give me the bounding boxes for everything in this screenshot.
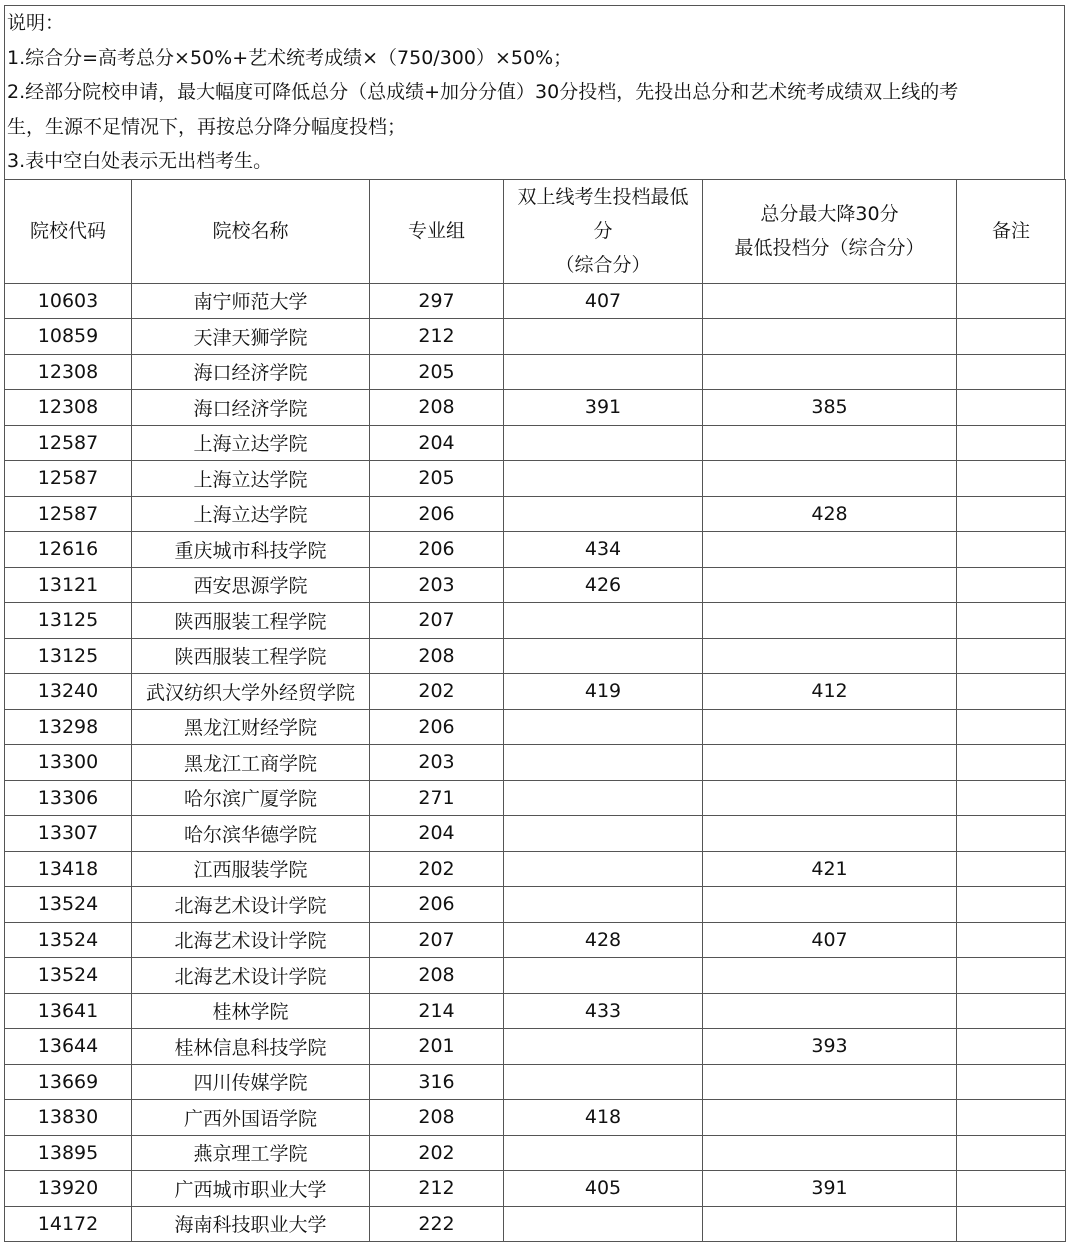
cell-remark	[957, 709, 1066, 745]
cell-name: 桂林信息科技学院	[132, 1029, 370, 1065]
cell-code: 13306	[5, 780, 132, 816]
cell-dual-score	[504, 1206, 703, 1242]
cell-name: 上海立达学院	[132, 461, 370, 497]
table-row	[5, 993, 1066, 1029]
score-table	[4, 179, 1066, 1243]
table-row	[5, 496, 1066, 532]
cell-code: 12587	[5, 496, 132, 532]
cell-dual-score	[504, 1029, 703, 1065]
cell-drop-score	[703, 709, 957, 745]
cell-drop-score: 385	[703, 390, 957, 426]
cell-group: 208	[370, 390, 504, 426]
cell-drop-score	[703, 780, 957, 816]
cell-code: 10603	[5, 283, 132, 319]
cell-name: 哈尔滨广厦学院	[132, 780, 370, 816]
table-row	[5, 1100, 1066, 1136]
note-line-2a: 2.经部分院校申请，最大幅度可降低总分（总成绩+加分分值）30分投档，先投出总分和艺术统考成绩双上线的考	[7, 81, 959, 103]
cell-code: 13298	[5, 709, 132, 745]
cell-dual-score	[504, 603, 703, 639]
notes-section	[4, 5, 1065, 179]
table-body	[5, 283, 1066, 1242]
table-row	[5, 887, 1066, 923]
cell-name: 广西外国语学院	[132, 1100, 370, 1136]
cell-remark	[957, 603, 1066, 639]
cell-dual-score	[504, 887, 703, 923]
table-row	[5, 674, 1066, 710]
cell-dual-score: 428	[504, 922, 703, 958]
header-dual-line1: 双上线考生投档最低	[517, 186, 689, 208]
notes-title: 说明：	[7, 12, 65, 34]
table-row	[5, 780, 1066, 816]
cell-drop-score	[703, 1100, 957, 1136]
table-row	[5, 390, 1066, 426]
table-row	[5, 816, 1066, 852]
cell-name: 西安思源学院	[132, 567, 370, 603]
cell-group: 208	[370, 958, 504, 994]
cell-name: 武汉纺织大学外经贸学院	[132, 674, 370, 710]
cell-remark	[957, 851, 1066, 887]
cell-remark	[957, 283, 1066, 319]
cell-dual-score: 434	[504, 532, 703, 568]
header-dual-line2: 分	[593, 220, 613, 242]
cell-name: 燕京理工学院	[132, 1135, 370, 1171]
cell-remark	[957, 1064, 1066, 1100]
cell-name: 黑龙江工商学院	[132, 745, 370, 781]
cell-dual-score	[504, 461, 703, 497]
cell-name: 广西城市职业大学	[132, 1171, 370, 1207]
cell-code: 14172	[5, 1206, 132, 1242]
cell-drop-score: 407	[703, 922, 957, 958]
cell-group: 203	[370, 745, 504, 781]
header-dual-line3: （综合分）	[555, 254, 651, 276]
table-row	[5, 709, 1066, 745]
cell-group: 202	[370, 1135, 504, 1171]
cell-group: 204	[370, 816, 504, 852]
table-row	[5, 1135, 1066, 1171]
cell-dual-score: 391	[504, 390, 703, 426]
cell-remark	[957, 1029, 1066, 1065]
cell-name: 海口经济学院	[132, 354, 370, 390]
cell-remark	[957, 922, 1066, 958]
cell-dual-score	[504, 425, 703, 461]
note-line-1: 1.综合分=高考总分×50%+艺术统考成绩×（750/300）×50%；	[7, 46, 573, 69]
cell-group: 214	[370, 993, 504, 1029]
table-row	[5, 638, 1066, 674]
cell-group: 206	[370, 496, 504, 532]
cell-remark	[957, 425, 1066, 461]
cell-dual-score: 426	[504, 567, 703, 603]
header-name: 院校名称	[132, 179, 370, 283]
cell-group: 212	[370, 319, 504, 355]
cell-drop-score	[703, 461, 957, 497]
cell-group: 271	[370, 780, 504, 816]
table-row	[5, 1064, 1066, 1100]
table-row	[5, 745, 1066, 781]
cell-code: 13240	[5, 674, 132, 710]
cell-name: 北海艺术设计学院	[132, 922, 370, 958]
header-drop-line2: 最低投档分（综合分）	[734, 237, 925, 259]
cell-code: 13125	[5, 638, 132, 674]
cell-drop-score	[703, 1135, 957, 1171]
cell-remark	[957, 354, 1066, 390]
cell-drop-score	[703, 993, 957, 1029]
cell-drop-score	[703, 1064, 957, 1100]
cell-dual-score	[504, 816, 703, 852]
table-header-row	[5, 179, 1066, 283]
table-row	[5, 851, 1066, 887]
cell-code: 13300	[5, 745, 132, 781]
table-row	[5, 1206, 1066, 1242]
cell-code: 12308	[5, 390, 132, 426]
cell-remark	[957, 958, 1066, 994]
cell-dual-score	[504, 851, 703, 887]
cell-code: 13669	[5, 1064, 132, 1100]
cell-remark	[957, 319, 1066, 355]
cell-code: 13895	[5, 1135, 132, 1171]
cell-remark	[957, 390, 1066, 426]
cell-group: 207	[370, 603, 504, 639]
cell-dual-score	[504, 354, 703, 390]
cell-drop-score	[703, 283, 957, 319]
cell-name: 哈尔滨华德学院	[132, 816, 370, 852]
cell-name: 海口经济学院	[132, 390, 370, 426]
table-row	[5, 319, 1066, 355]
cell-drop-score	[703, 958, 957, 994]
cell-remark	[957, 887, 1066, 923]
cell-name: 南宁师范大学	[132, 283, 370, 319]
cell-code: 13641	[5, 993, 132, 1029]
cell-remark	[957, 816, 1066, 852]
cell-drop-score	[703, 638, 957, 674]
cell-remark	[957, 638, 1066, 674]
note-line-3: 3.表中空白处表示无出档考生。	[7, 150, 273, 172]
cell-drop-score	[703, 319, 957, 355]
cell-group: 207	[370, 922, 504, 958]
cell-drop-score: 412	[703, 674, 957, 710]
cell-group: 206	[370, 887, 504, 923]
cell-code: 12587	[5, 461, 132, 497]
cell-name: 四川传媒学院	[132, 1064, 370, 1100]
cell-group: 203	[370, 567, 504, 603]
cell-code: 13920	[5, 1171, 132, 1207]
cell-drop-score	[703, 887, 957, 923]
header-dual	[504, 179, 703, 283]
cell-dual-score	[504, 496, 703, 532]
cell-name: 黑龙江财经学院	[132, 709, 370, 745]
cell-drop-score: 393	[703, 1029, 957, 1065]
cell-name: 天津天狮学院	[132, 319, 370, 355]
cell-name: 上海立达学院	[132, 496, 370, 532]
table-row	[5, 425, 1066, 461]
header-remark: 备注	[957, 179, 1066, 283]
table-row	[5, 1171, 1066, 1207]
header-group: 专业组	[370, 179, 504, 283]
cell-remark	[957, 496, 1066, 532]
cell-code: 12587	[5, 425, 132, 461]
cell-drop-score	[703, 425, 957, 461]
cell-dual-score	[504, 958, 703, 994]
cell-code: 13524	[5, 958, 132, 994]
cell-remark	[957, 1206, 1066, 1242]
cell-remark	[957, 1100, 1066, 1136]
table-row	[5, 1029, 1066, 1065]
cell-group: 205	[370, 461, 504, 497]
cell-code: 10859	[5, 319, 132, 355]
cell-name: 陕西服装工程学院	[132, 603, 370, 639]
cell-remark	[957, 532, 1066, 568]
table-row	[5, 958, 1066, 994]
cell-dual-score	[504, 709, 703, 745]
cell-dual-score: 433	[504, 993, 703, 1029]
cell-group: 316	[370, 1064, 504, 1100]
cell-group: 222	[370, 1206, 504, 1242]
table-row	[5, 567, 1066, 603]
cell-code: 13524	[5, 922, 132, 958]
cell-name: 重庆城市科技学院	[132, 532, 370, 568]
cell-name: 上海立达学院	[132, 425, 370, 461]
cell-remark	[957, 745, 1066, 781]
table-row	[5, 532, 1066, 568]
cell-group: 205	[370, 354, 504, 390]
cell-dual-score: 419	[504, 674, 703, 710]
table-row	[5, 922, 1066, 958]
cell-name: 桂林学院	[132, 993, 370, 1029]
cell-drop-score	[703, 745, 957, 781]
cell-drop-score	[703, 1206, 957, 1242]
table-row	[5, 461, 1066, 497]
cell-group: 208	[370, 1100, 504, 1136]
cell-group: 202	[370, 851, 504, 887]
cell-code: 13830	[5, 1100, 132, 1136]
header-drop	[703, 179, 957, 283]
cell-group: 202	[370, 674, 504, 710]
cell-name: 海南科技职业大学	[132, 1206, 370, 1242]
cell-drop-score: 421	[703, 851, 957, 887]
cell-group: 206	[370, 532, 504, 568]
cell-dual-score: 418	[504, 1100, 703, 1136]
table-row	[5, 354, 1066, 390]
cell-drop-score	[703, 603, 957, 639]
cell-remark	[957, 1135, 1066, 1171]
table-row	[5, 283, 1066, 319]
cell-code: 13125	[5, 603, 132, 639]
cell-dual-score	[504, 1135, 703, 1171]
cell-group: 204	[370, 425, 504, 461]
table-row	[5, 603, 1066, 639]
cell-dual-score: 405	[504, 1171, 703, 1207]
cell-drop-score	[703, 532, 957, 568]
cell-remark	[957, 1171, 1066, 1207]
cell-name: 江西服装学院	[132, 851, 370, 887]
cell-drop-score	[703, 567, 957, 603]
cell-drop-score	[703, 354, 957, 390]
cell-dual-score	[504, 780, 703, 816]
header-drop-line1: 总分最大降30分	[760, 203, 899, 225]
note-line-2b: 生，生源不足情况下，再按总分降分幅度投档；	[7, 115, 407, 138]
header-code: 院校代码	[5, 179, 132, 283]
cell-name: 陕西服装工程学院	[132, 638, 370, 674]
cell-dual-score	[504, 745, 703, 781]
cell-code: 12308	[5, 354, 132, 390]
cell-remark	[957, 674, 1066, 710]
cell-dual-score	[504, 638, 703, 674]
cell-group: 297	[370, 283, 504, 319]
cell-code: 13524	[5, 887, 132, 923]
admission-sheet	[4, 5, 1065, 1242]
cell-code: 12616	[5, 532, 132, 568]
cell-dual-score: 407	[504, 283, 703, 319]
cell-group: 201	[370, 1029, 504, 1065]
cell-remark	[957, 461, 1066, 497]
cell-group: 206	[370, 709, 504, 745]
cell-remark	[957, 567, 1066, 603]
cell-dual-score	[504, 1064, 703, 1100]
cell-name: 北海艺术设计学院	[132, 887, 370, 923]
cell-code: 13307	[5, 816, 132, 852]
cell-drop-score: 391	[703, 1171, 957, 1207]
cell-remark	[957, 780, 1066, 816]
cell-group: 208	[370, 638, 504, 674]
cell-code: 13644	[5, 1029, 132, 1065]
cell-dual-score	[504, 319, 703, 355]
cell-group: 212	[370, 1171, 504, 1207]
cell-code: 13121	[5, 567, 132, 603]
cell-remark	[957, 993, 1066, 1029]
cell-code: 13418	[5, 851, 132, 887]
cell-name: 北海艺术设计学院	[132, 958, 370, 994]
cell-drop-score	[703, 816, 957, 852]
cell-drop-score: 428	[703, 496, 957, 532]
